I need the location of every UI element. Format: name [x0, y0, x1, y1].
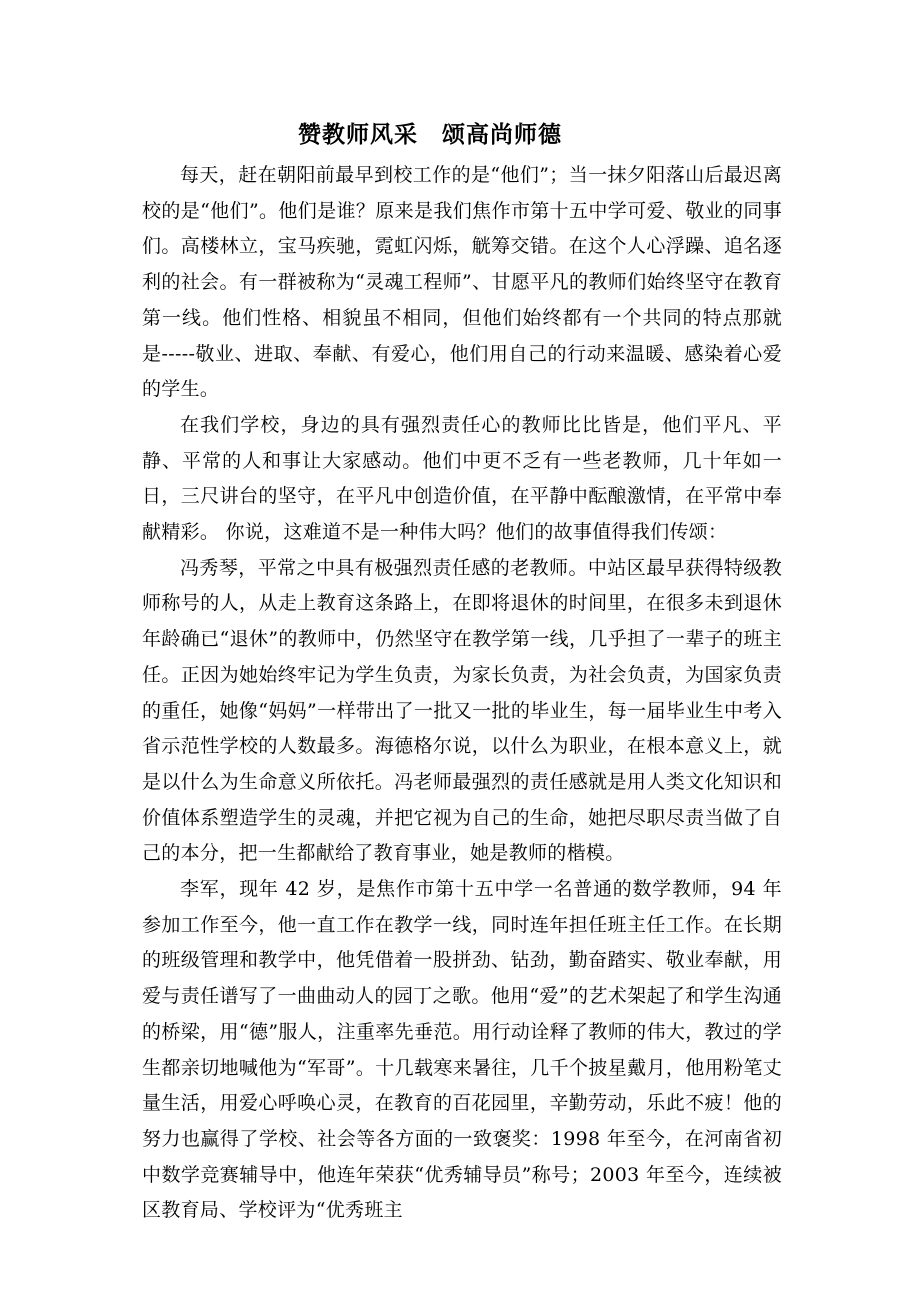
- paragraph-intro: 每天，赶在朝阳前最早到校工作的是“他们”；当一抹夕阳落山后最迟离校的是“他们”。他们是谁？原来是我们焦作市第十五中学可爱、敬业的同事们。高楼林立，宝马疾驰，霓虹闪烁，觥筹交错。在这个人心浮躁、追名逐利的社会。有一群被称为“灵魂工程师”、甘愿平凡的教师们始终坚守在教育第一线。他们性格、相貌虽不相同，但他们始终都有一个共同的特点那就是-----敬业、进取、奉献、有爱心，他们用自己的行动来温暖、感染着心爱的学生。: [142, 164, 782, 401]
- document-title: 赞教师风采 颂高尚师德: [298, 121, 562, 148]
- document-body: [142, 158, 782, 1229]
- paragraph-feng-xiuqin: 冯秀琴，平常之中具有极强烈责任感的老教师。中站区最早获得特级教师称号的人，从走上教育这条路上，在即将退休的时间里，在很多未到退休年龄确已“退休”的教师中，仍然坚守在教学第一线，几乎担了一辈子的班主任。正因为她始终牢记为学生负责，为家长负责，为社会负责，为国家负责的重任，她像“妈妈”一样带出了一批又一批的毕业生，每一届毕业生中考入省示范性学校的人数最多。海德格尔说，以什么为职业，在根本意义上，就是以什么为生命意义所依托。冯老师最强烈的责任感就是用人类文化知识和价值体系塑造学生的灵魂，并把它视为自己的生命，她把尽职尽责当做了自己的本分，把一生都献给了教育事业，她是教师的楷模。: [142, 556, 782, 865]
- paragraph-li-jun: 李军，现年 42 岁，是焦作市第十五中学一名普通的数学教师，94 年参加工作至今，他一直工作在教学一线，同时连年担任班主任工作。在长期的班级管理和教学中，他凭借着一股拼劲、钻劲，勤奋踏实、敬业奉献，用爱与责任谱写了一曲曲动人的园丁之歌。他用“爱”的艺术架起了和学生沟通的桥梁，用“德”服人，注重率先垂范。用行动诠释了教师的伟大，教过的学生都亲切地喊他为“军哥”。十几载寒来暑往，几千个披星戴月，他用粉笔丈量生活，用爱心呼唤心灵，在教育的百花园里，辛勤劳动，乐此不疲！他的努力也赢得了学校、社会等各方面的一致褒奖：1998 年至今，在河南省初中数学竞赛辅导中，他连年荣获“优秀辅导员”称号；2003 年至今，连续被区教育局、学校评为“优秀班主: [142, 878, 782, 1222]
- paragraph-school-teachers: 在我们学校，身边的具有强烈责任心的教师比比皆是，他们平凡、平静、平常的人和事让大家感动。他们中更不乏有一些老教师，几十年如一日，三尺讲台的坚守，在平凡中创造价值，在平静中酝酿激情，在平常中奉献精彩。 你说，这难道不是一种伟大吗？他们的故事值得我们传颂：: [142, 413, 782, 544]
